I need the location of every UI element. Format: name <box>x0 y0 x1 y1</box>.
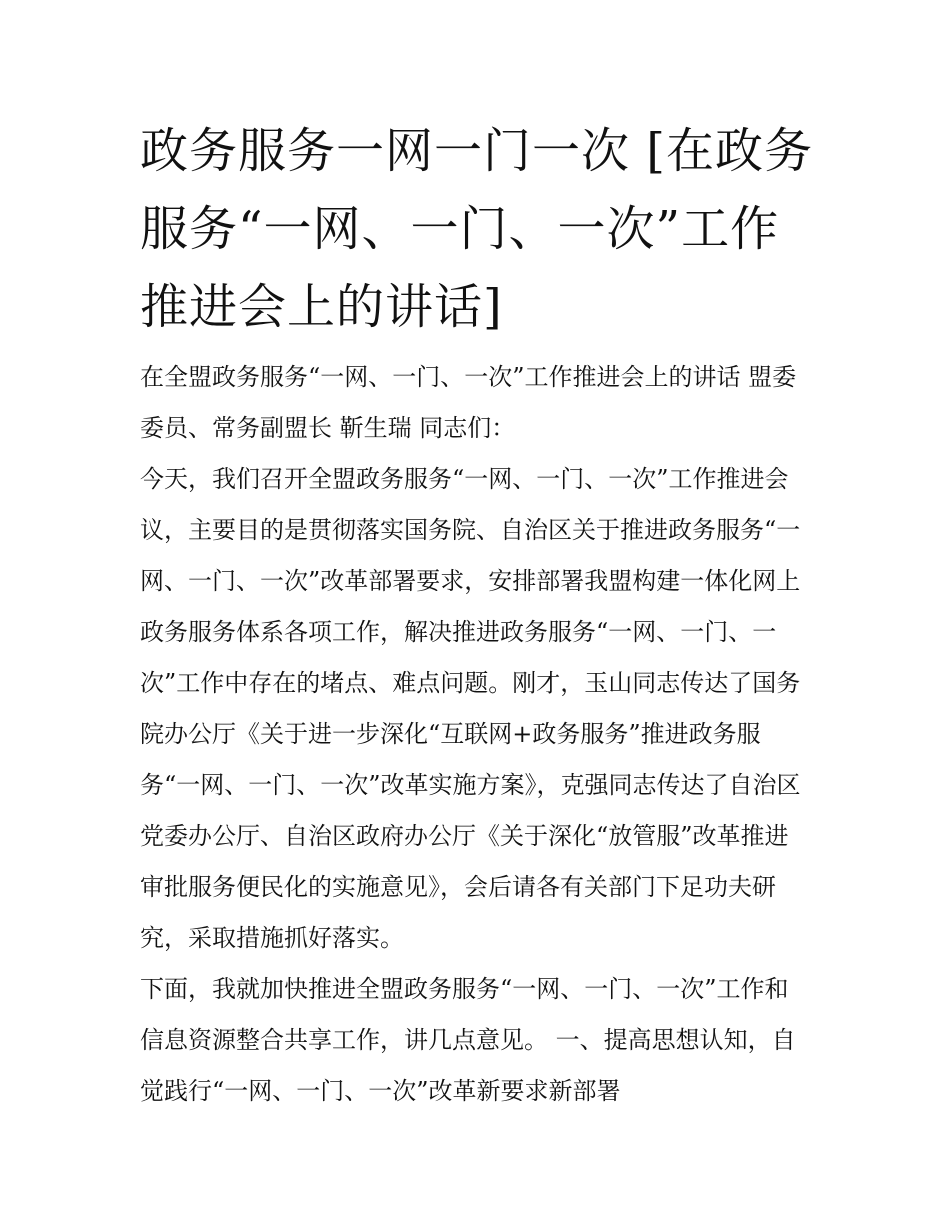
paragraph-opening: 在全盟政务服务“一网、一门、一次”工作推进会上的讲话 盟委委员、常务副盟长 靳生瑞 同志们： <box>140 363 797 442</box>
paragraph-purpose: 今天，我们召开全盟政务服务“一网、一门、一次”工作推进会议，主要目的是贯彻落实国务院、自治区关于推进政务服务“一网、一门、一次”改革部署要求，安排部署我盟构建一体化网上政务服务体系各项工作，解决推进政务服务“一网、一门、一次”工作中存在的堵点、难点问题。刚才，玉山同志传达了国务院办公厅《关于进一步深化“互联网+政务服务”推进政务服务“一网、一门、一次”改革实施方案》，克强同志传达了自治区党委办公厅、自治区政府办公厅《关于深化“放管服”改革推进审批服务便民化的实施意见》，会后请各有关部门下足功夫研究，采取措施抓好落实。 <box>140 465 801 952</box>
paragraph-outline: 下面，我就加快推进全盟政务服务“一网、一门、一次”工作和信息资源整合共享工作，讲几点意见。 一、提高思想认知，自觉践行“一网、一门、一次”改革新要求新部署 <box>140 975 796 1105</box>
document-body <box>140 352 812 1117</box>
document-title: 政务服务一网一门一次 [在政务服务“一网、一门、一次”工作推进会上的讲话] <box>140 123 813 335</box>
